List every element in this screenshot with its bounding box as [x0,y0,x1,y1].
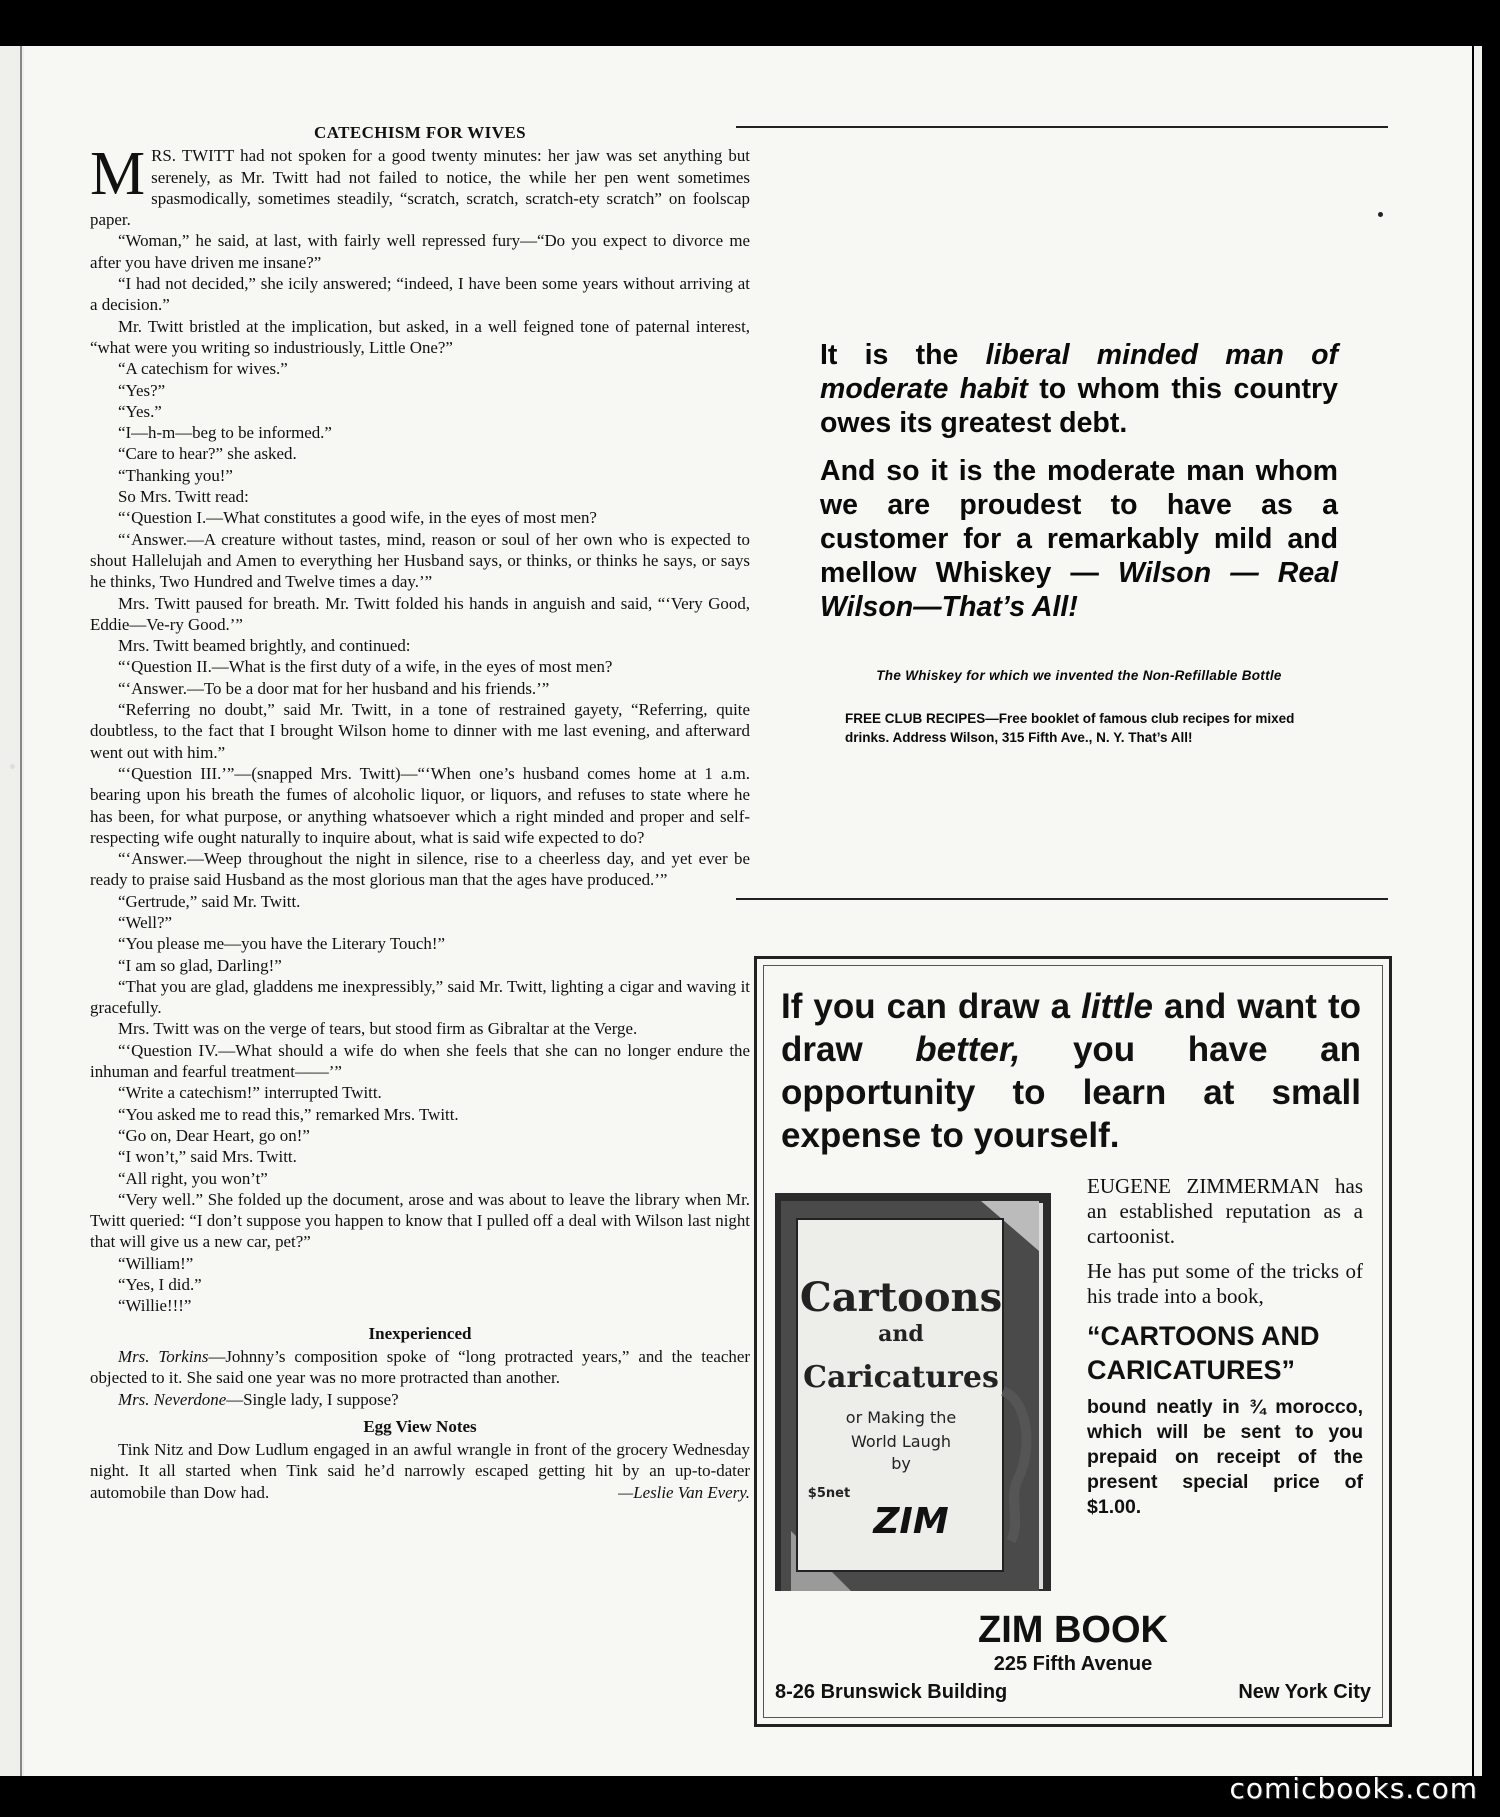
egg-view-title: Egg View Notes [363,1416,477,1436]
catechism-paragraph-36: “Willie!!!” [118,1296,192,1316]
zim-ad-desc-3: bound neatly in ¾ morocco, which will be sent to you prepaid on receipt of the present special price of $1.00. [1087,1396,1363,1518]
catechism-paragraph-26: Mrs. Twitt was on the verge of tears, but stood firm as Gibraltar at the Verge. [118,1019,638,1039]
margin-speck [10,764,15,769]
catechism-paragraph-33: “Very well.” She folded up the document, arose and was about to leave the library when Mr. Twitt queried: “I don’t suppose you happen to know that I pulled off a deal with Wilson last night that will give us a new car, pet?” [90,1189,750,1252]
wilson-ad-free-club-recipes: FREE CLUB RECIPES—Free booklet of famous club recipes for mixed drinks. Address Wilson, 315 Fifth Ave., N. Y. That’s All! [845,711,1295,745]
drop-cap: M [90,140,146,209]
zim-ad-headline: If you can draw a little and want to draw better, you have an opportunity to learn at small expense to yourself. [781,987,1361,1155]
catechism-column [90,122,750,1503]
wilson-ad-paragraph-1: It is the liberal minded man of moderate habit to whom this country owes its greatest debt. [820,339,1339,439]
catechism-paragraph-11: So Mrs. Twitt read: [118,487,249,507]
catechism-paragraph-2: “Woman,” he said, at last, with fairly well repressed fury—“Do you expect to divorce me after you have driven me insane?” [90,231,750,272]
catechism-paragraph-6: “Yes?” [118,380,166,400]
catechism-paragraph-21: “Gertrude,” said Mr. Twitt. [118,891,301,911]
middle-divider-rule [736,898,1388,900]
catechism-paragraph-20: “‘Answer.—Weep throughout the night in silence, rise to a cheerless day, and yet ever be ready to praise said Husband as the most glorious man that the ages have produced.’” [90,849,750,890]
catechism-paragraph-23: “You please me—you have the Literary Touch!” [118,934,445,954]
catechism-paragraph-27: “‘Question IV.—What should a wife do when she feels that she can no longer endure the inhuman and fearful treatment——’” [90,1040,750,1082]
zim-book-city: New York City [1238,1681,1371,1703]
catechism-paragraph-30: “Go on, Dear Heart, go on!” [118,1125,310,1145]
left-page-edge [0,46,24,1776]
book-cover-zim-signature: ZIM [873,1501,949,1542]
catechism-paragraph-25: “That you are glad, gladdens me inexpressibly,” said Mr. Twitt, lighting a cigar and waving it gracefully. [90,976,750,1018]
book-cover-subtitle-2: World Laugh [850,1432,952,1451]
catechism-paragraph-14: Mrs. Twitt paused for breath. Mr. Twitt folded his hands in anguish and said, “‘Very Good, Eddie—Ve-ry Good.’” [90,593,750,634]
catechism-title: CATECHISM FOR WIVES [314,123,526,142]
catechism-paragraph-4: Mr. Twitt bristled at the implication, but asked, in a well feigned tone of paternal interest, “what were you writing so industriously, Little One?” [90,316,750,357]
right-page-edge [1474,46,1482,1776]
catechism-paragraph-32: “All right, you won’t” [118,1168,268,1188]
zim-book-address: 225 Fifth Avenue [993,1653,1153,1675]
zim-ad-desc-1: EUGENE ZIMMERMAN has an established reputation as a cartoonist. [1087,1174,1363,1248]
zim-ad-desc-2: He has put some of the tricks of his trade into a book, [1087,1259,1363,1308]
zim-ad-footer [775,1609,1371,1707]
catechism-paragraph-22: “Well?” [118,912,172,932]
catechism-paragraph-7: “Yes.” [118,401,162,421]
catechism-paragraph-3: “I had not decided,” she icily answered; “indeed, I have been some years without arriving at a decision.” [90,274,750,315]
book-cover-by: by [891,1454,911,1473]
catechism-paragraph-8: “I—h-m—beg to be informed.” [118,423,332,443]
book-cover-title-caricatures: Caricatures [803,1360,999,1395]
catechism-paragraph-1: MRS. TWITT had not spoken for a good twenty minutes: her jaw was set anything but serenely, as Mr. Twitt had not failed to notice, the while her pen went sometimes spasmodically, sometimes steadily, “scratch, scratch, scratch-ety scratch” on foolscap paper. [90,140,750,230]
zim-ad-book-title: “CARTOONS AND CARICATURES” [1087,1321,1320,1385]
catechism-paragraph-19: “‘Question III.’”—(snapped Mrs. Twitt)—“‘When one’s husband comes home at 1 a.m. bearing upon his breath the fumes of alcoholic liquor, or liquors, and refuses to state where he has been, for what purpose, or anything whatsoever which a right minded and proper and self-respecting wife ought naturally to inquire about, what is said wife expected to do? [90,763,750,847]
catechism-paragraph-12: “‘Question I.—What constitutes a good wife, in the eyes of most men? [118,508,597,528]
book-cover-title-cartoons: Cartoons [799,1274,1003,1321]
cartoons-and-caricatures-book-illustration [771,1191,1063,1595]
wilson-ad-paragraph-2: And so it is the moderate man whom we are proudest to have as a customer for a remarkably mild and mellow Whiskey — Wilson — Real Wilson—That’s All! [820,455,1338,623]
egg-view-signature: —Leslie Van Every. [618,1483,750,1502]
catechism-paragraph-24: “I am so glad, Darling!” [118,955,282,975]
page-speck [1378,212,1383,217]
catechism-paragraph-28: “Write a catechism!” interrupted Twitt. [118,1083,382,1103]
book-cover-subtitle-1: or Making the [845,1408,957,1427]
top-divider-rule [736,126,1388,128]
catechism-paragraph-9: “Care to hear?” she asked. [118,444,297,464]
catechism-paragraph-35: “Yes, I did.” [118,1275,202,1295]
comicbooks-watermark: comicbooks.com [1229,1772,1478,1805]
zim-book-name: ZIM BOOK [978,1609,1168,1651]
egg-view-paragraph: Tink Nitz and Dow Ludlum engaged in an awful wrangle in front of the grocery Wednesday night. It all started when Tink said he’d narrowly escaped getting hit by an up-to-dater automobile than Dow had. [90,1440,750,1502]
inexperienced-title: Inexperienced [368,1323,472,1343]
book-cover-title-and: and [878,1321,924,1347]
wilson-ad-tagline: The Whiskey for which we invented the Non-Refillable Bottle [876,668,1282,683]
catechism-paragraph-34: “William!” [118,1253,194,1273]
catechism-paragraph-5: “A catechism for wives.” [118,359,288,379]
catechism-paragraph-13: “‘Answer.—A creature without tastes, mind, reason or soul of her own who is expected to shout Hallelujah and Amen to everything her Husband says, or thinks, or thinks he says, or says he thinks, Two Hundred and Twelve times a day.’” [90,529,750,592]
catechism-paragraph-31: “I won’t,” said Mrs. Twitt. [118,1147,297,1167]
catechism-paragraph-16: “‘Question II.—What is the first duty of a wife, in the eyes of most men? [118,657,613,677]
catechism-body [90,140,750,1316]
magazine-page [24,46,1472,1776]
zim-book-building: 8-26 Brunswick Building [775,1681,1008,1703]
catechism-paragraph-15: Mrs. Twitt beamed brightly, and continued: [118,636,411,656]
zim-book-ad [754,956,1392,1727]
inexperienced-paragraph-1: Mrs. Torkins—Johnny’s composition spoke of “long protracted years,” and the teacher objected to it. She said one year was no more protracted than another. [90,1346,750,1388]
catechism-paragraph-29: “You asked me to read this,” remarked Mrs. Twitt. [118,1104,459,1124]
wilson-whiskey-ad [820,338,1338,747]
zim-ad-description [1087,1174,1363,1530]
inexperienced-paragraph-2: Mrs. Neverdone—Single lady, I suppose? [118,1389,399,1409]
catechism-paragraph-18: “Referring no doubt,” said Mr. Twitt, in a tone of restrained gayety, “Referring, quite doubtless, to the fact that I brought Wilson home to dinner with me last evening, and afterward went out with him.” [90,700,750,762]
book-cover-price: $5net [807,1486,851,1501]
catechism-paragraph-17: “‘Answer.—To be a door mat for her husband and his friends.’” [118,678,550,698]
catechism-paragraph-10: “Thanking you!” [118,465,233,485]
zim-book-address-row [775,1677,1371,1707]
